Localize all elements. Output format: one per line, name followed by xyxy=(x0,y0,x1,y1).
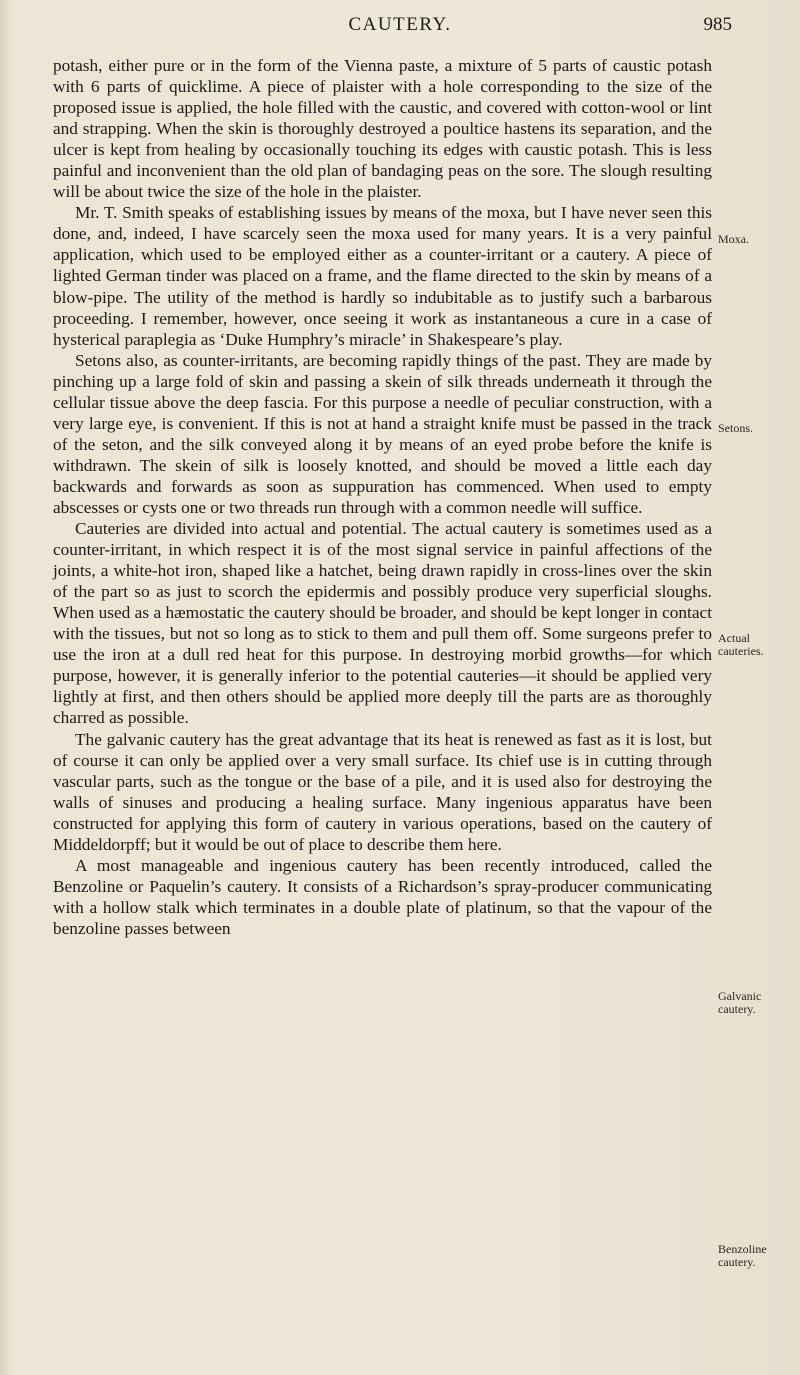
side-note-moxa: Moxa. xyxy=(718,232,749,246)
side-note-benzoline-cautery: Benzoline cautery. xyxy=(718,1242,767,1269)
running-title: CAUTERY. xyxy=(348,14,452,35)
side-note-galvanic-cautery: Galvanic cautery. xyxy=(718,989,762,1016)
page-number: 985 xyxy=(703,14,732,35)
paragraph-moxa: Mr. T. Smith speaks of establishing issues by means of the moxa, but I have never seen this done, and, indeed, I have scarcely seen the moxa used for many years. It is a very painful application, which used to be employed either as a counter-irritant or a cautery. A piece of lighted German tinder was placed on a frame, and the flame directed to the skin by means of a blow-pipe. The utility of the method is hardly so indubitable as to justify such a barbarous proceeding. I remember, however, once seeing it work as instantaneous a cure in a case of hysterical paraplegia as ‘Duke Humphry’s miracle’ in Shakespeare’s play. xyxy=(53,203,712,349)
side-note-setons: Setons. xyxy=(718,421,754,435)
paragraph-benzoline-cautery: A most manageable and ingenious cautery has been recently introduced, called the Benzoline or Paquelin’s cautery. It consists of a Richardson’s spray-producer communicating with a hollow stalk which terminates in a double plate of platinum, so that the vapour of the benzoline passes between xyxy=(53,855,712,938)
paragraph-setons: Setons also, as counter-irritants, are becoming rapidly things of the past. They are made by pinching up a large fold of skin and passing a skein of silk threads underneath it through the cellular tissue above the deep fascia. For this purpose a needle of peculiar construction, with a very large eye, is convenient. If this is not at hand a straight knife must be passed in the track of the seton, and the silk conveyed along it by means of an eyed probe before the knife is withdrawn. The skein of silk is loosely knotted, and should be moved a little each day backwards and forwards as soon as suppuration has commenced. When used to empty abscesses or cysts one or two threads run through with a common needle will suffice. xyxy=(53,350,712,517)
body-text xyxy=(53,55,712,939)
side-note-actual-cauteries: Actual cauteries. xyxy=(718,631,764,658)
paragraph-cauteries: Cauteries are divided into actual and potential. The actual cautery is sometimes used as a counter-irritant, in which respect it is of the most signal service in painful affections of the joints, a white-hot iron, shaped like a hatchet, being drawn rapidly in cross-lines over the skin of the part so as just to scorch the epidermis and possibly produce very superficial sloughs. When used as a hæmostatic the cautery should be broader, and should be kept longer in contact with the tissues, but not so long as to stick to them and pull them off. Some surgeons prefer to use the iron at a dull red heat for this purpose. In destroying morbid growths—for which purpose, however, it is generally inferior to the potential cauteries—it should be applied very lightly at first, and then others should be applied more deeply till the parts are as thoroughly charred as possible. xyxy=(53,519,712,728)
paragraph-issue-potash: potash, either pure or in the form of the Vienna paste, a mixture of 5 parts of caustic potash with 6 parts of quicklime. A piece of plaister with a hole corresponding to the size of the proposed issue is applied, the hole filled with the caustic, and covered with cotton-wool or lint and strapping. When the skin is thoroughly destroyed a poultice hastens its separation, and the ulcer is kept from healing by occasionally touching its edges with caustic potash. This is less painful and inconvenient than the old plan of bandaging peas on the sore. The slough resulting will be about twice the size of the hole in the plaister. xyxy=(53,56,712,202)
page-header xyxy=(50,14,750,48)
paragraph-galvanic-cautery: The galvanic cautery has the great advantage that its heat is renewed as fast as it is lost, but of course it can only be applied over a very small surface. Its chief use is in cutting through vascular parts, such as the tongue or the base of a pile, and it is used also for destroying the walls of sinuses and producing a healing surface. Many ingenious apparatus have been constructed for applying this form of cautery in various operations, based on the cautery of Middeldorpff; but it would be out of place to describe them here. xyxy=(53,729,712,854)
